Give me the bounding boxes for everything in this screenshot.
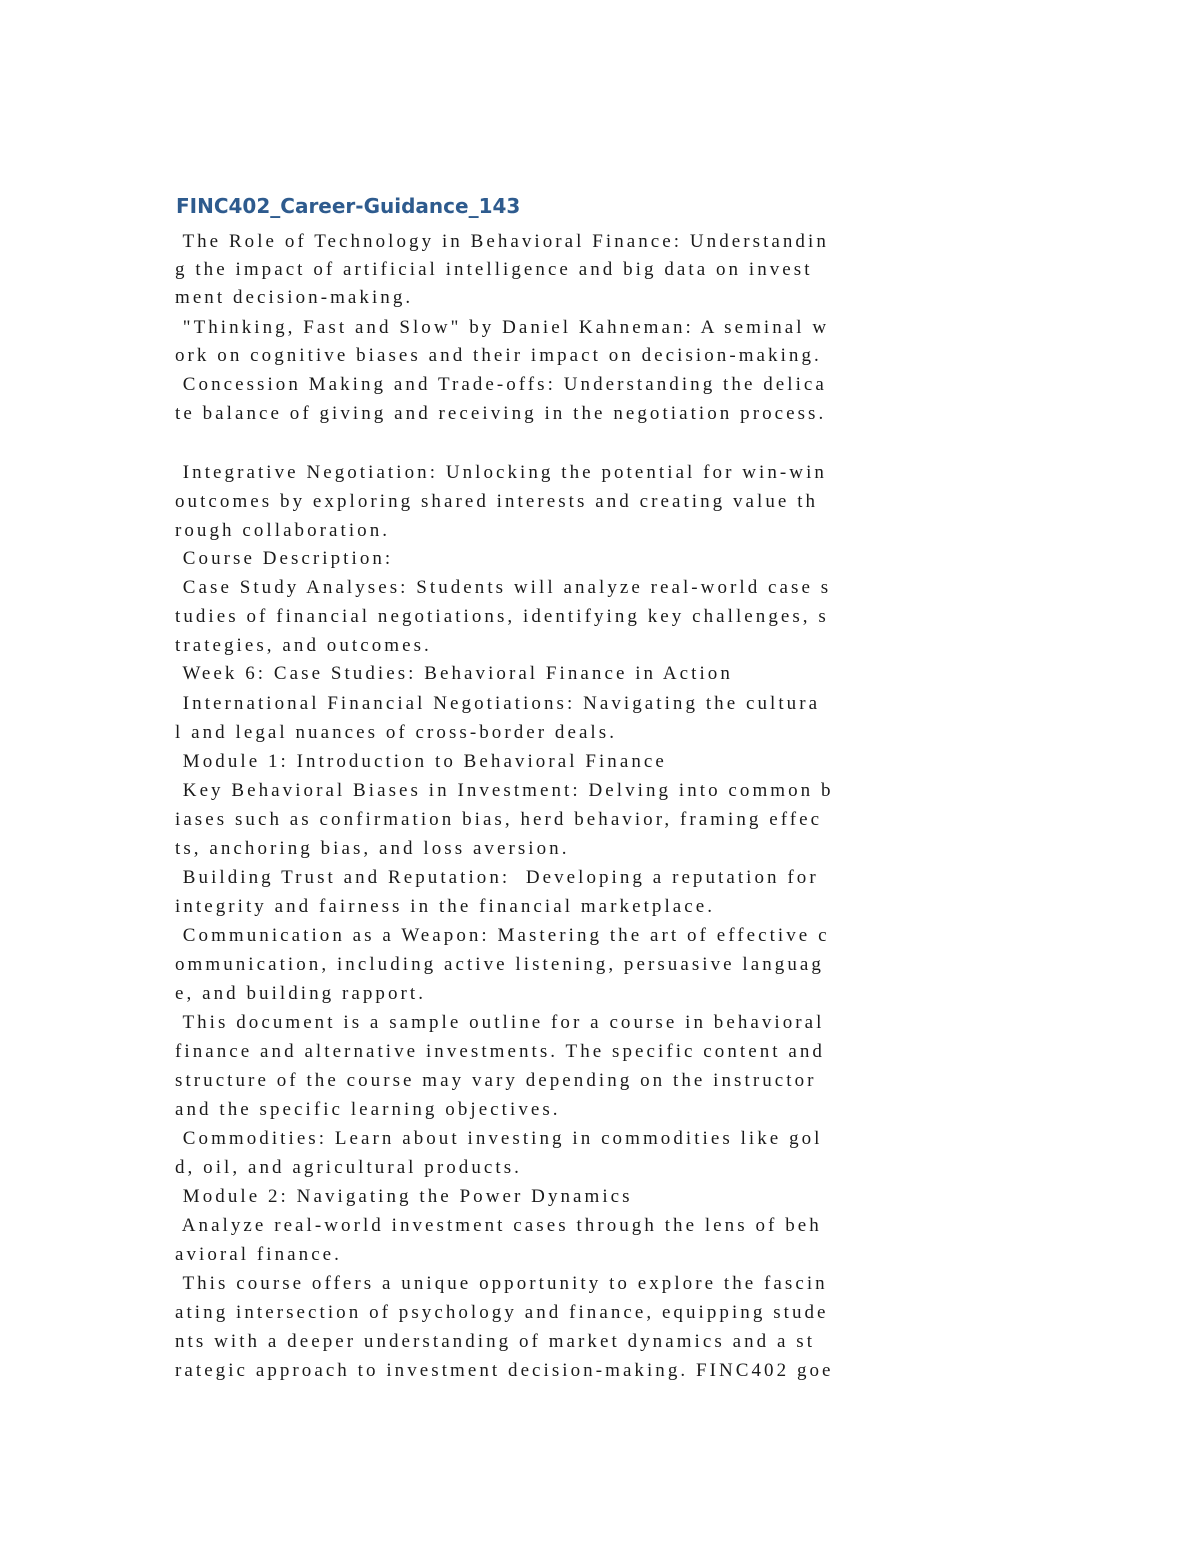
text-line: "Thinking, Fast and Slow" by Daniel Kahneman: A seminal w [175, 317, 830, 338]
text-line: nts with a deeper understanding of market dynamics and a st [175, 1331, 816, 1352]
text-line: and the specific learning objectives. [175, 1099, 561, 1120]
text-line: Course Description: [175, 548, 394, 569]
text-line: tudies of financial negotiations, identifying key challenges, s [175, 606, 829, 627]
text-line: Module 2: Navigating the Power Dynamics [175, 1186, 633, 1207]
text-line: integrity and fairness in the financial marketplace. [175, 896, 716, 917]
text-line: Commodities: Learn about investing in commodities like gol [175, 1128, 823, 1149]
text-line: iases such as confirmation bias, herd behavior, framing effec [175, 809, 823, 830]
text-line: Key Behavioral Biases in Investment: Delving into common b [175, 780, 834, 801]
document-title: FINC402_Career-Guidance_143 [176, 194, 521, 218]
text-line: ment decision-making. [175, 287, 414, 308]
text-line: International Financial Negotiations: Navigating the cultura [175, 693, 821, 714]
text-line: The Role of Technology in Behavioral Finance: Understandin [175, 231, 829, 252]
text-line: Case Study Analyses: Students will analyze real-world case s [175, 577, 832, 598]
text-line: Week 6: Case Studies: Behavioral Finance in Action [175, 663, 733, 684]
text-line: trategies, and outcomes. [175, 635, 432, 656]
text-line: d, oil, and agricultural products. [175, 1157, 522, 1178]
text-line: g the impact of artificial intelligence and big data on invest [175, 259, 813, 280]
text-line: finance and alternative investments. The specific content and [175, 1041, 825, 1062]
text-line: Module 1: Introduction to Behavioral Finance [175, 751, 667, 772]
text-line: This course offers a unique opportunity to explore the fascin [175, 1273, 828, 1294]
text-line: ork on cognitive biases and their impact on decision-making. [175, 345, 822, 366]
text-line: Analyze real-world investment cases through the lens of beh [175, 1215, 822, 1236]
text-line: e, and building rapport. [175, 983, 427, 1004]
text-line: Integrative Negotiation: Unlocking the potential for win-win [175, 462, 827, 483]
text-line: ts, anchoring bias, and loss aversion. [175, 838, 570, 859]
text-line: structure of the course may vary depending on the instructor [175, 1070, 817, 1091]
text-line: Concession Making and Trade-offs: Understanding the delica [175, 374, 827, 395]
text-line: rategic approach to investment decision-making. FINC402 goe [175, 1360, 834, 1381]
text-line: outcomes by exploring shared interests and creating value th [175, 491, 819, 512]
text-line: ating intersection of psychology and finance, equipping stude [175, 1302, 829, 1323]
text-line: Building Trust and Reputation: Developing a reputation for [175, 867, 819, 888]
text-line: avioral finance. [175, 1244, 342, 1265]
text-line: ommunication, including active listening, persuasive languag [175, 954, 824, 975]
text-line: rough collaboration. [175, 520, 391, 541]
text-line: te balance of giving and receiving in the negotiation process. [175, 403, 827, 424]
text-line: Communication as a Weapon: Mastering the art of effective c [175, 925, 830, 946]
text-line: l and legal nuances of cross-border deals. [175, 722, 618, 743]
text-line: This document is a sample outline for a course in behavioral [175, 1012, 825, 1033]
